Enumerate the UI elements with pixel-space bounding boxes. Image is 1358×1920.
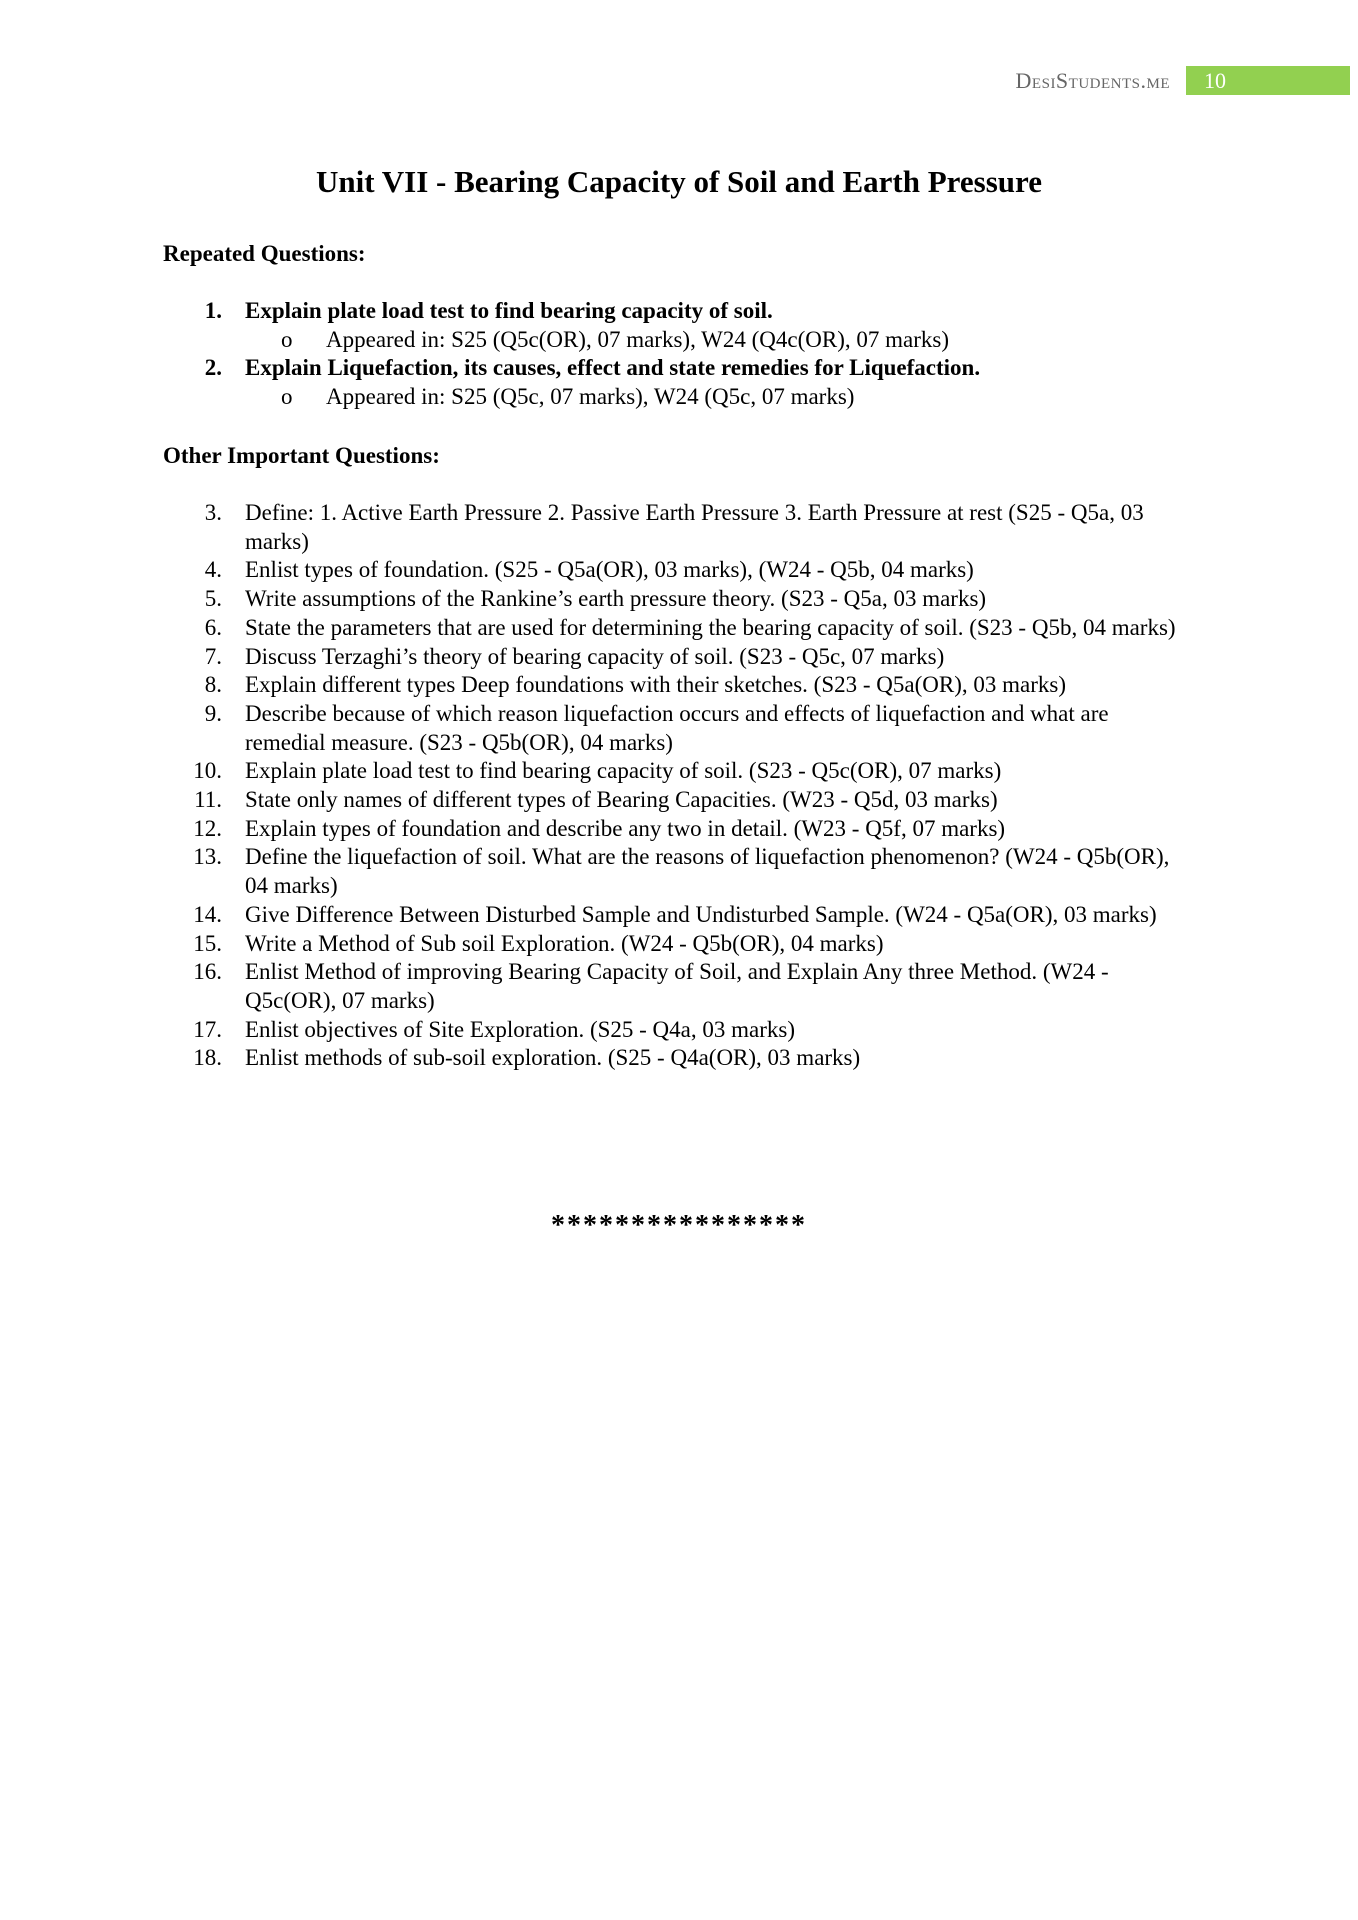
question-number: 15. [193, 930, 222, 956]
question-text: Describe because of which reason liquefaction occurs and effects of liquefaction and what are remedial measure. (S23 - Q5b(OR), 04 marks) [245, 700, 1109, 755]
question-text: Explain plate load test to find bearing capacity of soil. [245, 298, 773, 323]
question-number: 13. [193, 844, 222, 870]
list-item [0, 786, 1358, 815]
other-questions-list [0, 499, 1358, 1073]
list-item [0, 354, 1358, 383]
page-number: 10 [1204, 68, 1226, 93]
list-item [0, 1044, 1358, 1073]
question-number: 14. [193, 901, 222, 927]
question-text: Explain different types Deep foundations with their sketches. (S23 - Q5a(OR), 03 marks) [245, 672, 1066, 698]
question-text: Explain Liquefaction, its causes, effect and state remedies for Liquefaction. [245, 355, 981, 381]
question-text: Write assumptions of the Rankine’s earth pressure theory. (S23 - Q5a, 03 marks) [245, 586, 987, 612]
page-number-box [1186, 66, 1350, 95]
question-number: 6. [204, 614, 222, 640]
list-item [0, 614, 1358, 643]
repeated-questions-list [0, 297, 1358, 412]
page-title: Unit VII - Bearing Capacity of Soil and Earth Pressure [316, 164, 1042, 199]
list-item [0, 930, 1358, 959]
list-item [0, 671, 1358, 700]
list-item [0, 815, 1358, 844]
question-number: 17. [193, 1016, 222, 1042]
question-text: Enlist types of foundation. (S25 - Q5a(OR), 03 marks), (W24 - Q5b, 04 marks) [245, 557, 974, 583]
list-item [0, 757, 1358, 786]
bullet-icon: o [281, 384, 293, 410]
question-number: 10. [193, 758, 222, 784]
list-item [0, 700, 1358, 757]
question-text: Give Difference Between Disturbed Sample and Undisturbed Sample. (W24 - Q5a(OR), 03 marks) [245, 901, 1157, 927]
question-text: Enlist Method of improving Bearing Capacity of Soil, and Explain Any three Method. (W24 - Q5c(OR), 07 marks) [245, 959, 1109, 1013]
question-number: 7. [204, 643, 222, 669]
question-number: 4. [204, 557, 222, 583]
question-number: 5. [204, 586, 222, 612]
appeared-in-text: Appeared in: S25 (Q5c(OR), 07 marks), W24 (Q4c(OR), 07 marks) [326, 326, 949, 352]
list-item [0, 901, 1358, 930]
question-text: State only names of different types of Bearing Capacities. (W23 - Q5d, 03 marks) [245, 787, 998, 813]
question-number: 18. [193, 1045, 222, 1071]
question-text: Explain plate load test to find bearing capacity of soil. (S23 - Q5c(OR), 07 marks) [245, 758, 1002, 784]
other-questions-heading: Other Important Questions: [163, 443, 440, 468]
list-item [0, 958, 1358, 1015]
question-number: 11. [194, 787, 222, 813]
question-text: State the parameters that are used for determining the bearing capacity of soil. (S23 - Q5b, 04 marks) [245, 614, 1176, 640]
question-number: 2. [204, 355, 222, 381]
question-number: 1. [204, 298, 222, 323]
appeared-in-item [0, 383, 1358, 412]
list-item [0, 1016, 1358, 1045]
appeared-in-item [0, 326, 1358, 355]
repeated-questions-heading: Repeated Questions: [163, 241, 366, 266]
list-item [0, 585, 1358, 614]
question-text: Define: 1. Active Earth Pressure 2. Passive Earth Pressure 3. Earth Pressure at rest (S25 - Q5a, 03 marks) [245, 500, 1144, 554]
question-number: 16. [193, 959, 222, 985]
appeared-in-text: Appeared in: S25 (Q5c, 07 marks), W24 (Q5c, 07 marks) [326, 384, 855, 410]
question-number: 12. [193, 815, 222, 841]
question-text: Define the liquefaction of soil. What are the reasons of liquefaction phenomenon? (W24 - Q5b(OR), 04 marks) [245, 844, 1170, 899]
site-name: DesiStudents.me [1015, 68, 1170, 93]
list-item [0, 643, 1358, 672]
question-number: 9. [204, 700, 222, 726]
list-item [0, 843, 1358, 900]
question-text: Discuss Terzaghi’s theory of bearing capacity of soil. (S23 - Q5c, 07 marks) [245, 643, 945, 669]
page-header [0, 66, 1358, 96]
question-text: Enlist objectives of Site Exploration. (S25 - Q4a, 03 marks) [245, 1016, 795, 1042]
list-item [0, 499, 1358, 556]
question-number: 8. [204, 672, 222, 698]
question-text: Enlist methods of sub-soil exploration. (S25 - Q4a(OR), 03 marks) [245, 1045, 861, 1071]
question-number: 3. [204, 500, 222, 525]
footer-stars: **************** [551, 1210, 807, 1241]
list-item [0, 556, 1358, 585]
question-text: Explain types of foundation and describe any two in detail. (W23 - Q5f, 07 marks) [245, 815, 1006, 841]
list-item [0, 297, 1358, 326]
question-text: Write a Method of Sub soil Exploration. (W24 - Q5b(OR), 04 marks) [245, 930, 884, 956]
bullet-icon: o [281, 326, 293, 352]
